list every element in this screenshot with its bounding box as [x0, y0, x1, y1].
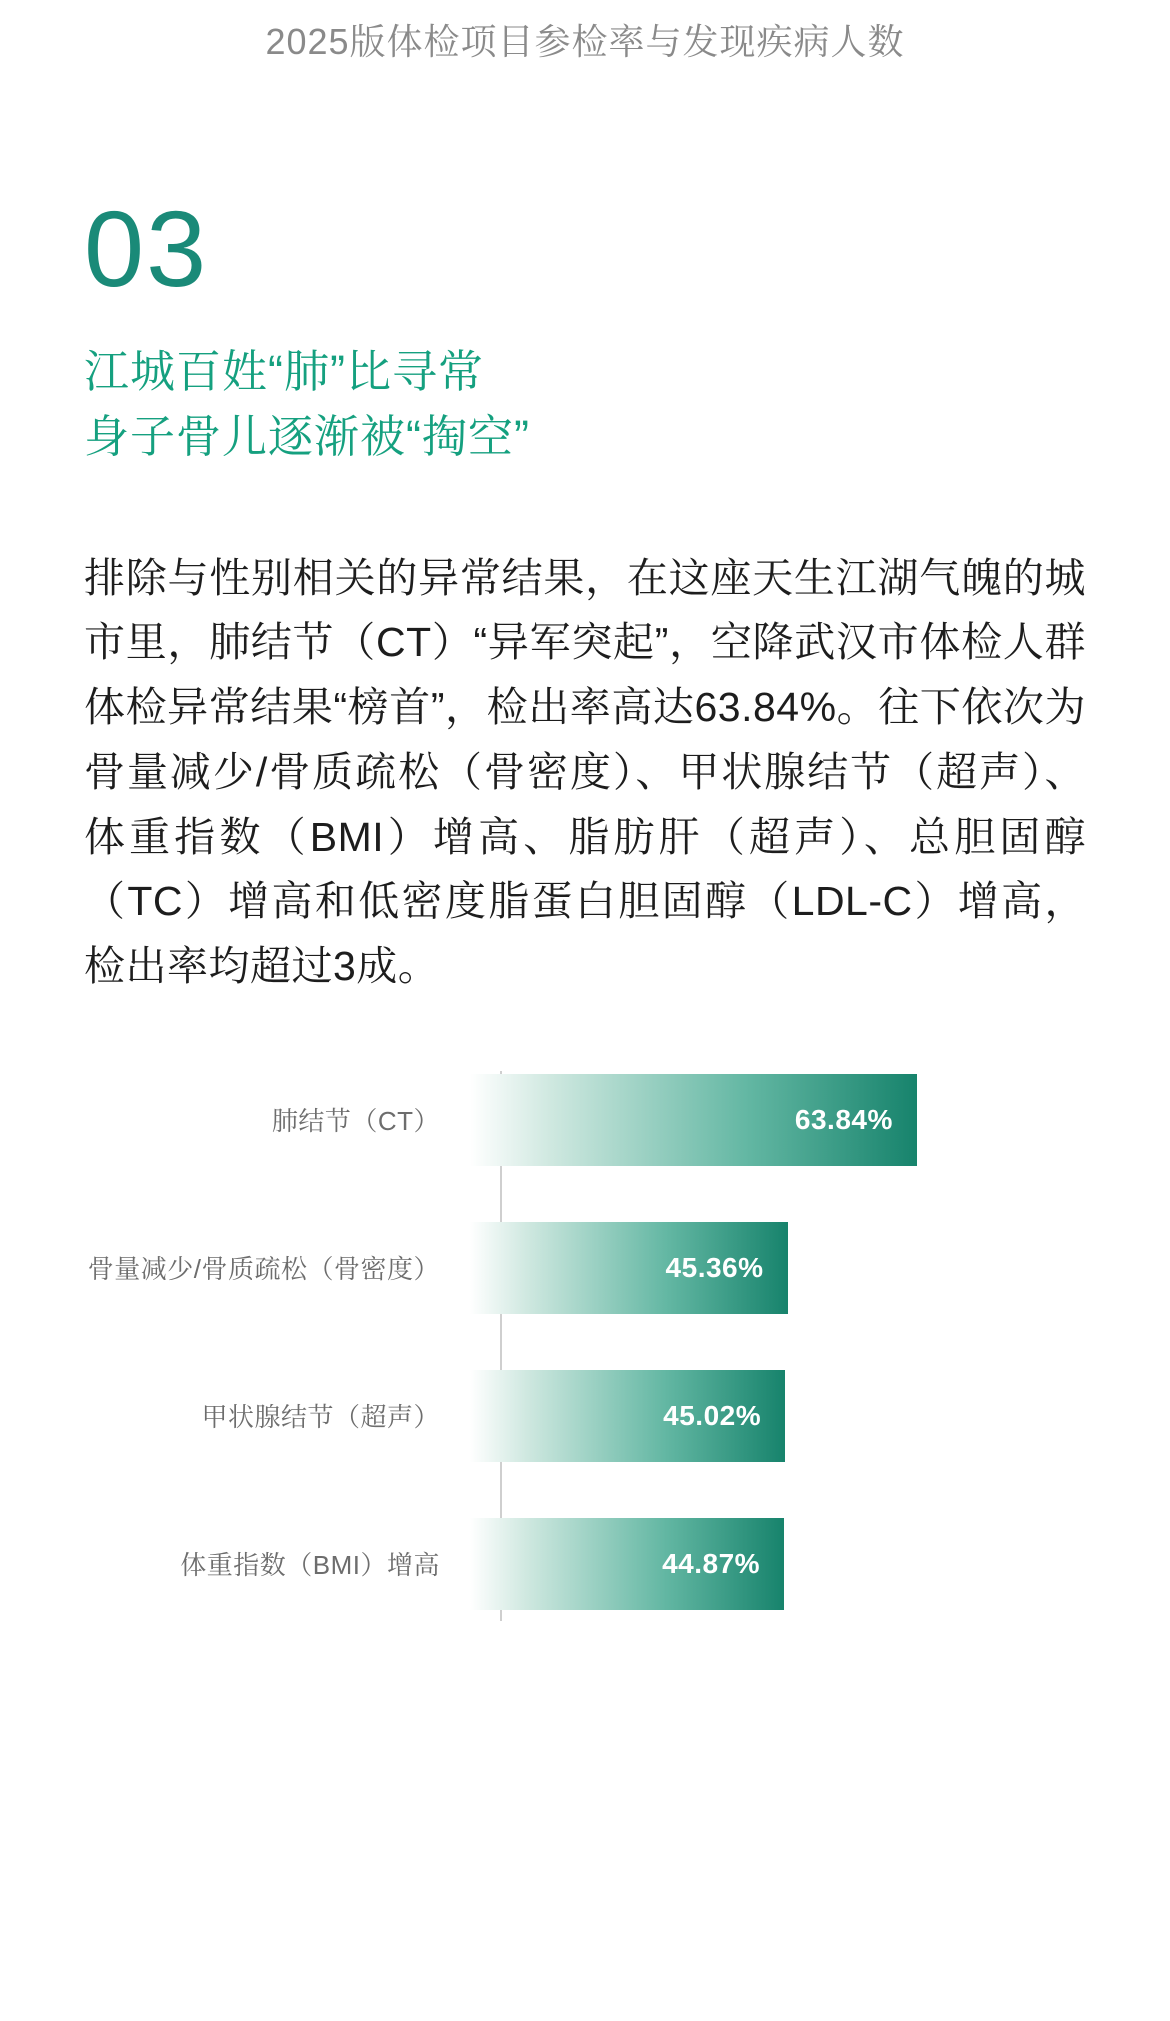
chart-bar-row — [0, 1061, 1170, 1179]
chart-bar-rows — [0, 1061, 1170, 1653]
section-subtitle-line-2: 身子骨儿逐渐被“掏空” — [84, 411, 530, 463]
chart-bar-label: 骨量减少/骨质疏松（骨密度） — [87, 1254, 440, 1285]
chart-bar-value: 63.84% — [794, 1103, 893, 1135]
chart-bar — [470, 1074, 917, 1166]
section-subtitle — [84, 339, 1170, 470]
chart-bar — [470, 1370, 785, 1462]
chart-bar — [470, 1518, 784, 1610]
page-header-title: 2025版体检项目参检率与发现疾病人数 — [265, 21, 905, 62]
chart-bar-label: 体重指数（BMI）增高 — [180, 1550, 440, 1581]
section-subtitle-line-1: 江城百姓“肺”比寻常 — [84, 346, 484, 397]
chart-bar — [470, 1222, 788, 1314]
chart-bar-track — [470, 1518, 1170, 1610]
section-body-text: 排除与性别相关的异常结果，在这座天生江湖气魄的城市里，肺结节（CT）“异军突起”，空降武汉市体检人群体检异常结果“榜首”，检出率高达63.84%。往下依次为骨量减少/骨质疏松（骨密度）、甲状腺结节（超声）、体重指数（BMI）增高、脂肪肝（超声）、总胆固醇（TC）增高和低密度脂蛋白胆固醇（LDL-C）增高，检出率均超过3成。 — [84, 554, 1086, 990]
section-number: 03 — [84, 188, 209, 309]
chart-bar-track — [470, 1370, 1170, 1462]
chart-bar-row — [0, 1357, 1170, 1475]
chart-bar-label: 甲状腺结节（超声） — [201, 1402, 440, 1433]
chart-bar-label: 肺结节（CT） — [271, 1106, 440, 1137]
chart-bar-value: 45.36% — [665, 1251, 764, 1283]
chart-bar-track — [470, 1222, 1170, 1314]
chart-bar-track — [470, 1074, 1170, 1166]
chart-bar-value: 44.87% — [662, 1547, 761, 1579]
horizontal-bar-chart — [0, 1061, 1170, 1621]
chart-bar-row — [0, 1505, 1170, 1623]
chart-bar-value: 45.02% — [663, 1399, 762, 1431]
chart-bar-row — [0, 1209, 1170, 1327]
